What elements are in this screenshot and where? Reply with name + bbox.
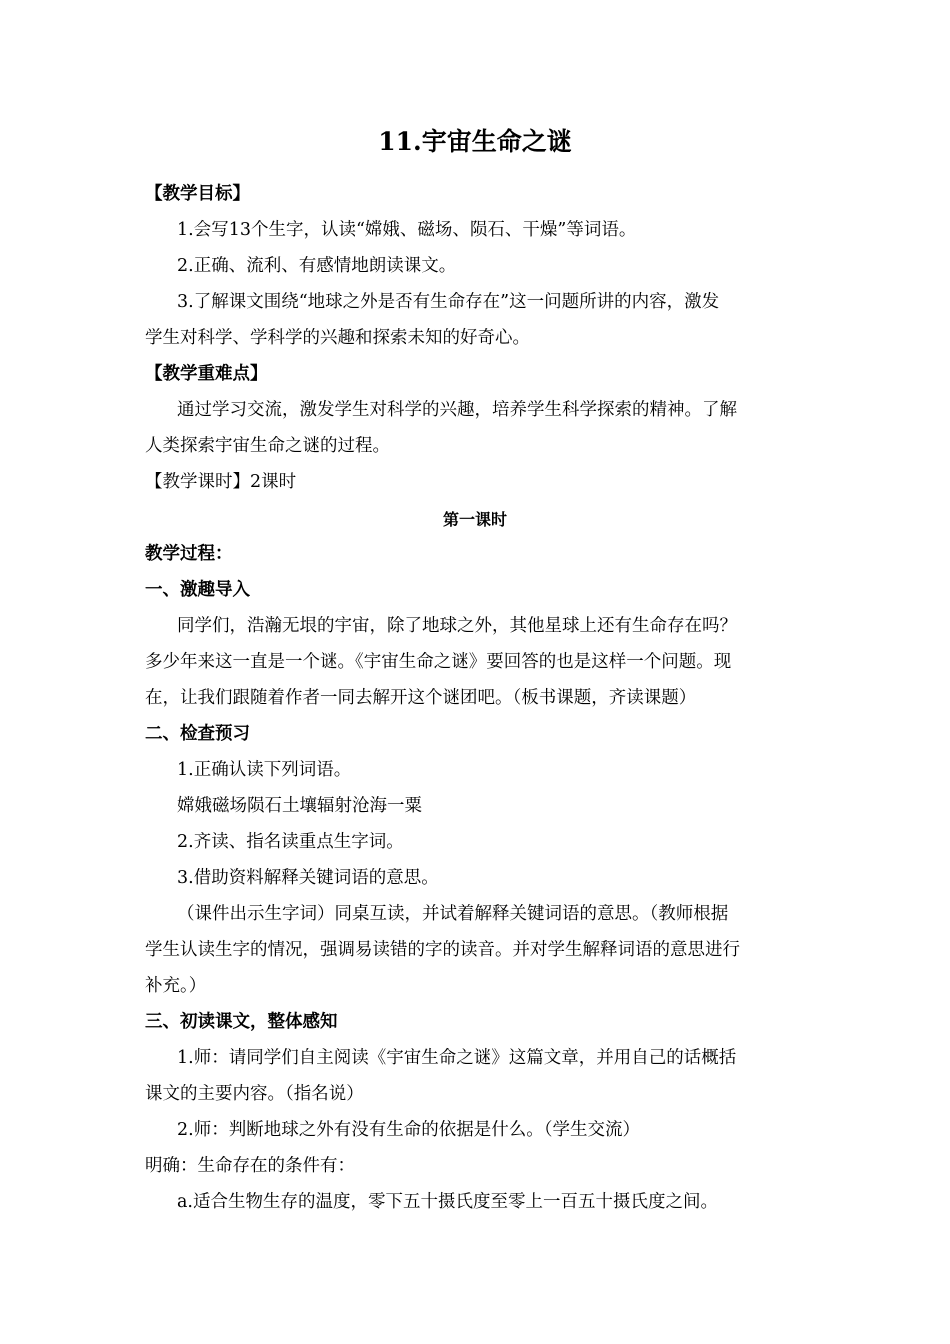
objective-item-continued: 学生对科学、学科学的兴趣和探索未知的好奇心。 (145, 328, 530, 348)
document-title: 11.宇宙生命之谜 (378, 127, 572, 156)
part2-text: 学生认读生字的情况，强调易读错的字的读音。并对学生解释词语的意思进行 (145, 940, 740, 960)
objective-item: 2.正确、流利、有感情地朗读课文。 (177, 256, 457, 276)
part1-text: 多少年来这一直是一个谜。《宇宙生命之谜》要回答的也是这样一个问题。现 (145, 652, 732, 672)
part1-text: 同学们，浩瀚无垠的宇宙，除了地球之外，其他星球上还有生命存在吗？ (177, 616, 737, 636)
part2-item: 2.齐读、指名读重点生字词。 (177, 832, 404, 852)
objective-item: 1.会写13个生字，认读“嫦娥、磁场、陨石、干燥”等词语。 (177, 220, 637, 240)
objective-item: 3.了解课文围绕“地球之外是否有生命存在”这一问题所讲的内容，激发 (177, 292, 720, 312)
part3-item: a.适合生物生存的温度，零下五十摄氏度至零上一百五十摄氏度之间。 (177, 1192, 718, 1212)
objectives-heading: 【教学目标】 (145, 184, 250, 204)
part3-item: 2.师：判断地球之外有没有生命的依据是什么。（学生交流） (177, 1120, 640, 1140)
part1-heading: 一、激趣导入 (145, 580, 250, 600)
part3-text: 明确：生命存在的条件有： (145, 1156, 355, 1176)
lesson-title: 第一课时 (442, 510, 507, 529)
process-heading: 教学过程： (145, 544, 233, 564)
part3-item-continued: 课文的主要内容。（指名说） (145, 1084, 364, 1104)
part2-item: 3.借助资料解释关键词语的意思。 (177, 868, 439, 888)
part1-text: 在，让我们跟随着作者一同去解开这个谜团吧。（板书课题，齐读课题） (145, 688, 697, 708)
part2-item: 1.正确认读下列词语。 (177, 760, 352, 780)
part2-text: 补充。） (145, 976, 207, 996)
key-points-text-continued: 人类探索宇宙生命之谜的过程。 (145, 436, 390, 456)
part2-heading: 二、检查预习 (145, 724, 250, 744)
part3-item: 1.师：请同学们自主阅读《宇宙生命之谜》这篇文章，并用自己的话概括 (177, 1048, 737, 1068)
key-points-heading: 【教学重难点】 (145, 364, 268, 384)
part3-heading: 三、初读课文，整体感知 (145, 1012, 338, 1032)
class-hours: 【教学课时】2课时 (145, 472, 297, 492)
key-points-text: 通过学习交流，激发学生对科学的兴趣，培养学生科学探索的精神。了解 (177, 400, 737, 420)
vocabulary-words: 嫦娥磁场陨石土壤辐射沧海一粟 (177, 796, 422, 816)
part2-text: （课件出示生字词）同桌互读，并试着解释关键词语的意思。（教师根据 (177, 904, 729, 924)
